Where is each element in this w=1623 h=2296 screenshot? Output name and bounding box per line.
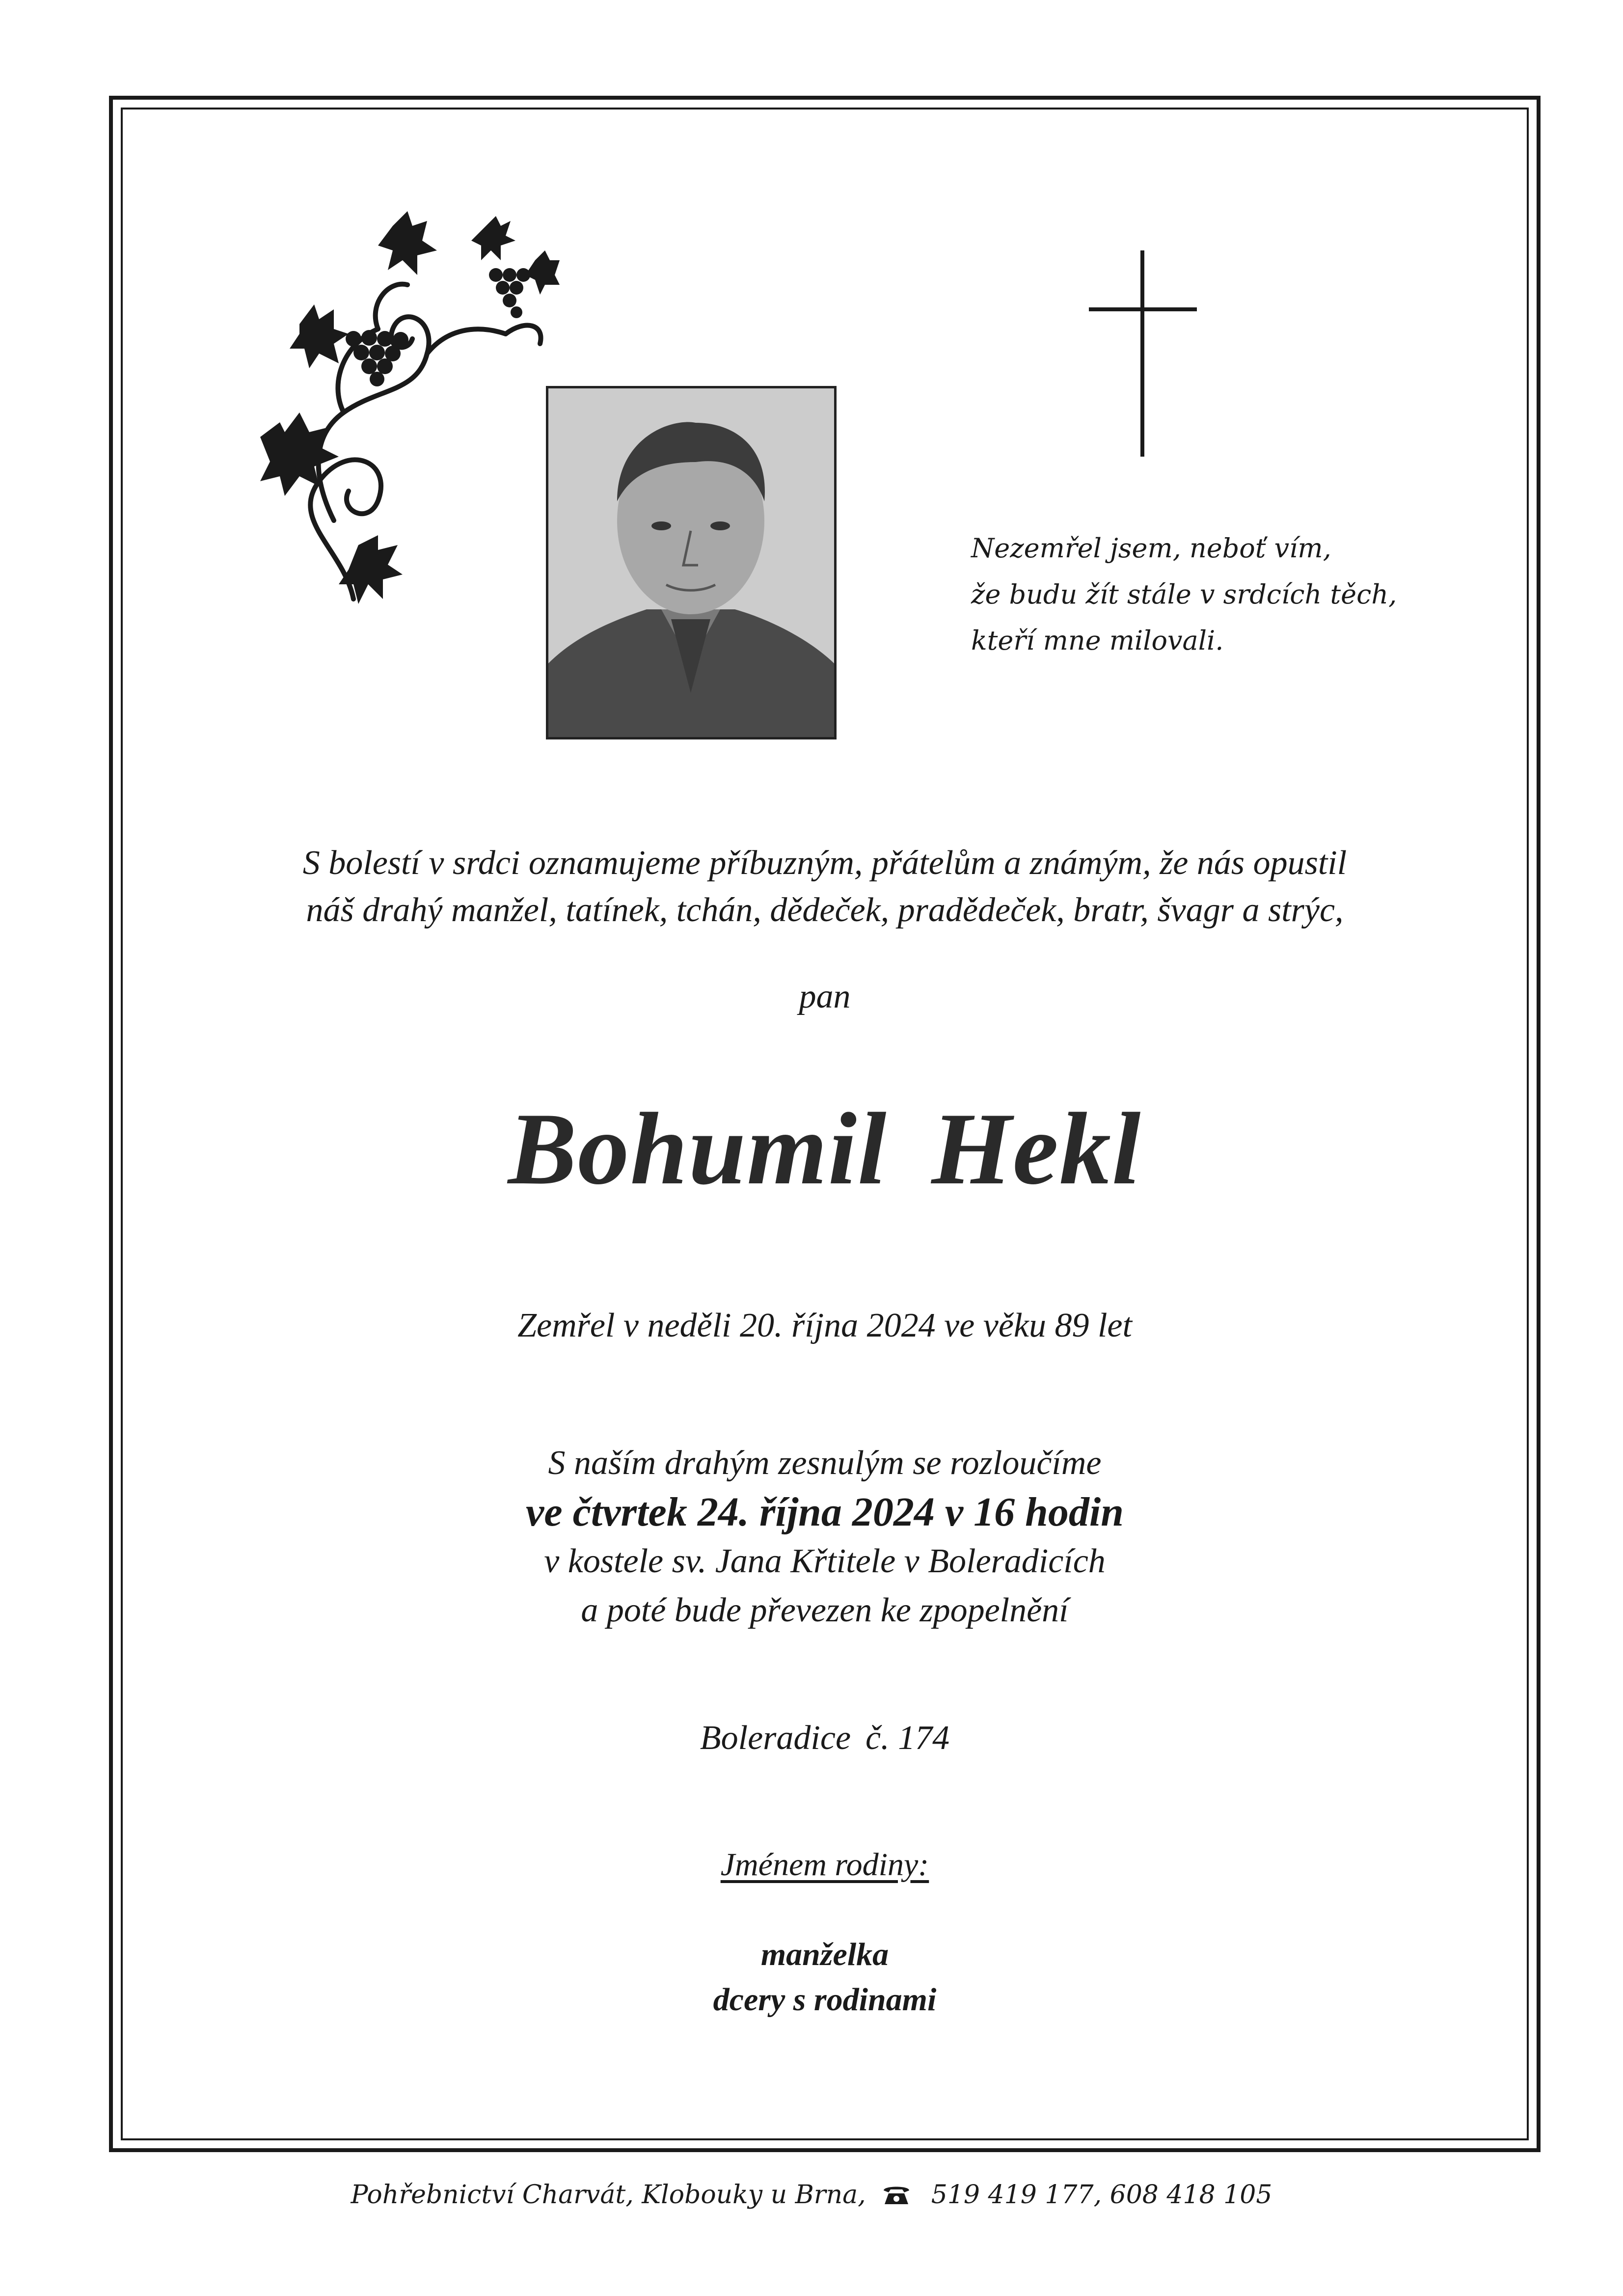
last-name: Hekl: [931, 1092, 1142, 1206]
motto-line: kteří mne milovali.: [971, 625, 1224, 656]
address-town: Boleradice: [700, 1719, 851, 1757]
footer: [0, 2180, 1623, 2210]
farewell-block: [121, 1439, 1529, 1635]
motto-line: Nezemřel jsem, neboť vím,: [971, 533, 1331, 564]
funeral-company: Pohřebnictví Charvát, Klobouky u Brna,: [351, 2180, 866, 2210]
cross-icon: [1089, 250, 1197, 457]
death-info: Zemřel v neděli 20. října 2024 ve věku 89 let: [517, 1307, 1132, 1344]
grapevine-ornament-icon: [231, 206, 565, 614]
salutation: pan: [799, 978, 851, 1015]
motto: [971, 525, 1442, 664]
farewell-after: a poté bude převezen ke zpopelnění: [581, 1591, 1069, 1629]
intro-line-1: S bolestí v srdci oznamujeme příbuzným, přátelům a známým, že nás opustil: [302, 844, 1347, 882]
first-name: Bohumil: [508, 1092, 888, 1206]
family-member: manželka: [760, 1937, 889, 1972]
address: [121, 1719, 1529, 1758]
farewell-date-time: ve čtvrtek 24. října 2024 v 16 hodin: [526, 1489, 1124, 1535]
funeral-phones: 519 419 177, 608 418 105: [931, 2180, 1272, 2210]
announcement-intro: [121, 840, 1529, 934]
deceased-name: [121, 1090, 1529, 1208]
farewell-place: v kostele sv. Jana Křtitele v Boleradicích: [544, 1542, 1106, 1580]
family-members: [121, 1932, 1529, 2023]
address-number: č. 174: [866, 1719, 950, 1757]
family-member: dcery s rodinami: [713, 1982, 937, 2018]
telephone-icon: [882, 2184, 911, 2205]
farewell-line: S naším drahým zesnulým se rozloučíme: [548, 1444, 1102, 1482]
family-label: Jménem rodiny:: [720, 1847, 929, 1883]
motto-line: že budu žít stále v srdcích těch,: [971, 579, 1397, 610]
intro-line-2: náš drahý manžel, tatínek, tchán, dědeček, pradědeček, bratr, švagr a strýc,: [306, 891, 1344, 929]
portrait-photo: [546, 386, 837, 739]
